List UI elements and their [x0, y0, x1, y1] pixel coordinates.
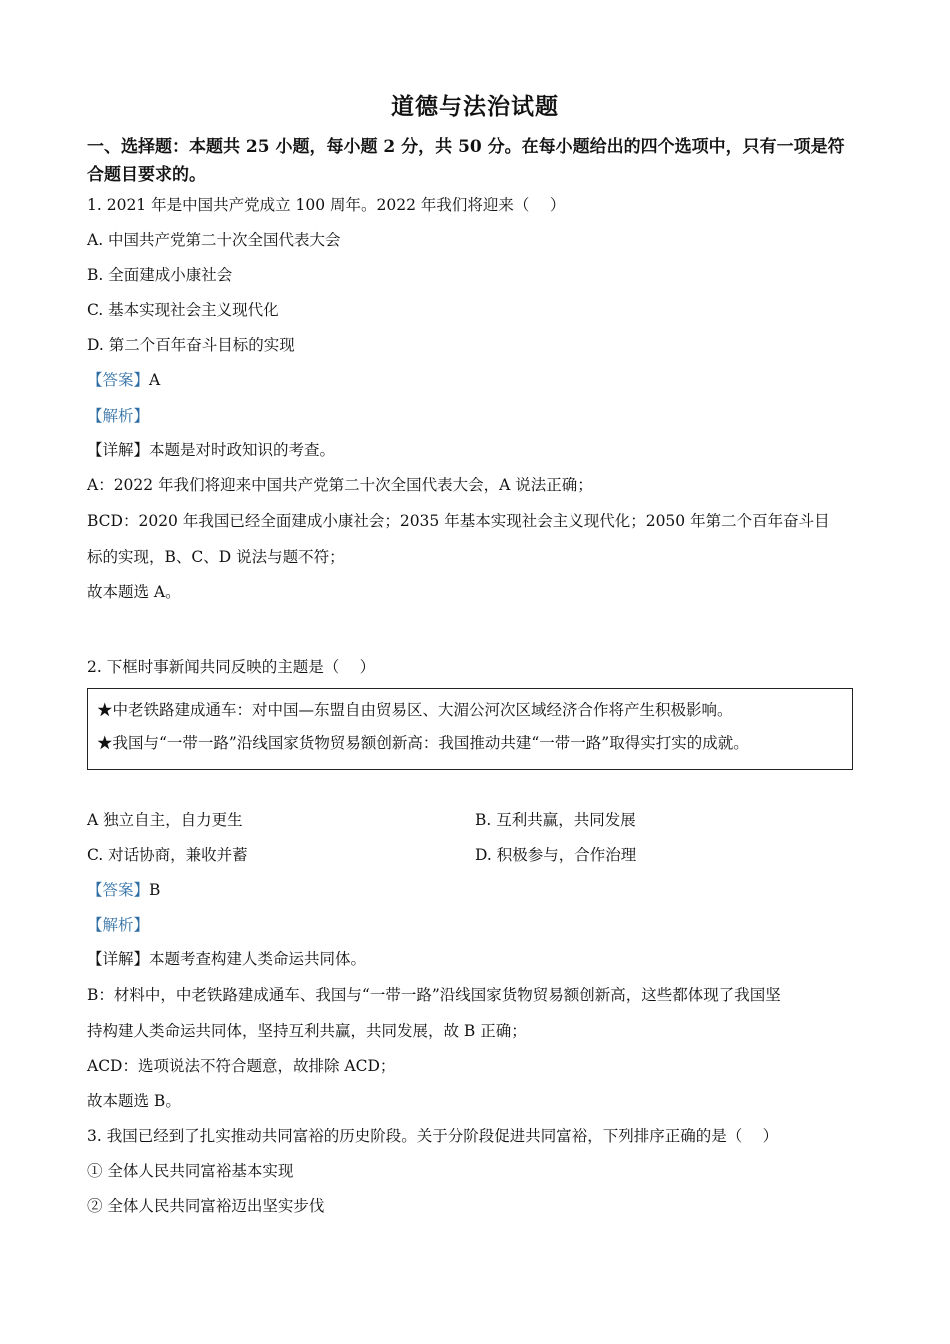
- question-2-analysis-label: 【解析】: [87, 916, 150, 934]
- answer-value: B: [149, 881, 161, 899]
- question-2-option-a: A 独立自主，自力更生: [87, 811, 243, 829]
- question-2-explanation-line: ACD：选项说法不符合题意，故排除 ACD；: [87, 1057, 396, 1075]
- section-heading: 一、选择题：本题共 25 小题，每小题 2 分，共 50 分。在每小题给出的四个选项中，只有一项是符合题目要求的。: [87, 137, 845, 185]
- question-3-item: ② 全体人民共同富裕迈出坚实步伐: [87, 1197, 325, 1215]
- question-2-explanation-line: B：材料中，中老铁路建成通车、我国与“一带一路”沿线国家货物贸易额创新高，这些都体现了我国坚: [87, 986, 781, 1004]
- page-title: 道德与法治试题: [391, 93, 559, 120]
- question-1-conclusion: 故本题选 A。: [87, 583, 181, 601]
- news-item: ★我国与“一带一路”沿线国家货物贸易额创新高：我国推动共建“一带一路”取得实打实的成就。: [97, 734, 749, 752]
- question-2-stem: 2. 下框时事新闻共同反映的主题是（ ）: [87, 658, 376, 676]
- question-2-conclusion: 故本题选 B。: [87, 1092, 181, 1110]
- question-1-option-d: D. 第二个百年奋斗目标的实现: [87, 336, 295, 354]
- detail-label: 【详解】: [87, 441, 150, 459]
- detail-text: 本题是对时政知识的考查。: [149, 441, 336, 459]
- question-1-explanation-line: 标的实现，B、C、D 说法与题不符；: [87, 548, 345, 566]
- question-1-option-c: C. 基本实现社会主义现代化: [87, 301, 279, 319]
- question-2-option-b: B. 互利共赢，共同发展: [475, 811, 636, 829]
- news-box: [87, 688, 853, 770]
- answer-label: 【答案】: [87, 881, 150, 899]
- question-1-answer: [87, 369, 160, 391]
- question-1-explanation-line: BCD：2020 年我国已经全面建成小康社会；2035 年基本实现社会主义现代化；2050 年第二个百年奋斗目: [87, 512, 830, 530]
- question-1-option-b: B. 全面建成小康社会: [87, 266, 233, 284]
- news-item: ★中老铁路建成通车：对中国—东盟自由贸易区、大湄公河次区域经济合作将产生积极影响。: [97, 701, 733, 719]
- detail-text: 本题考查构建人类命运共同体。: [149, 950, 367, 968]
- question-2-detail: [87, 948, 366, 970]
- answer-value: A: [149, 371, 161, 389]
- question-2-answer: [87, 879, 160, 901]
- question-1-option-a: A. 中国共产党第二十次全国代表大会: [87, 231, 341, 249]
- question-2-explanation-line: 持构建人类命运共同体，坚持互利共赢，共同发展，故 B 正确；: [87, 1022, 527, 1040]
- question-2-option-c: C. 对话协商，兼收并蓄: [87, 846, 248, 864]
- question-3-item: ① 全体人民共同富裕基本实现: [87, 1162, 294, 1180]
- question-3-stem: 3. 我国已经到了扎实推动共同富裕的历史阶段。关于分阶段促进共同富裕，下列排序正确的是（ ）: [87, 1127, 779, 1145]
- question-1-explanation-line: A：2022 年我们将迎来中国共产党第二十次全国代表大会，A 说法正确；: [87, 476, 593, 494]
- question-1-analysis-label: 【解析】: [87, 407, 150, 425]
- answer-label: 【答案】: [87, 371, 150, 389]
- question-2-option-d: D. 积极参与，合作治理: [475, 846, 637, 864]
- question-1-detail: [87, 439, 335, 461]
- question-1-stem: 1. 2021 年是中国共产党成立 100 周年。2022 年我们将迎来（ ）: [87, 196, 566, 214]
- detail-label: 【详解】: [87, 950, 150, 968]
